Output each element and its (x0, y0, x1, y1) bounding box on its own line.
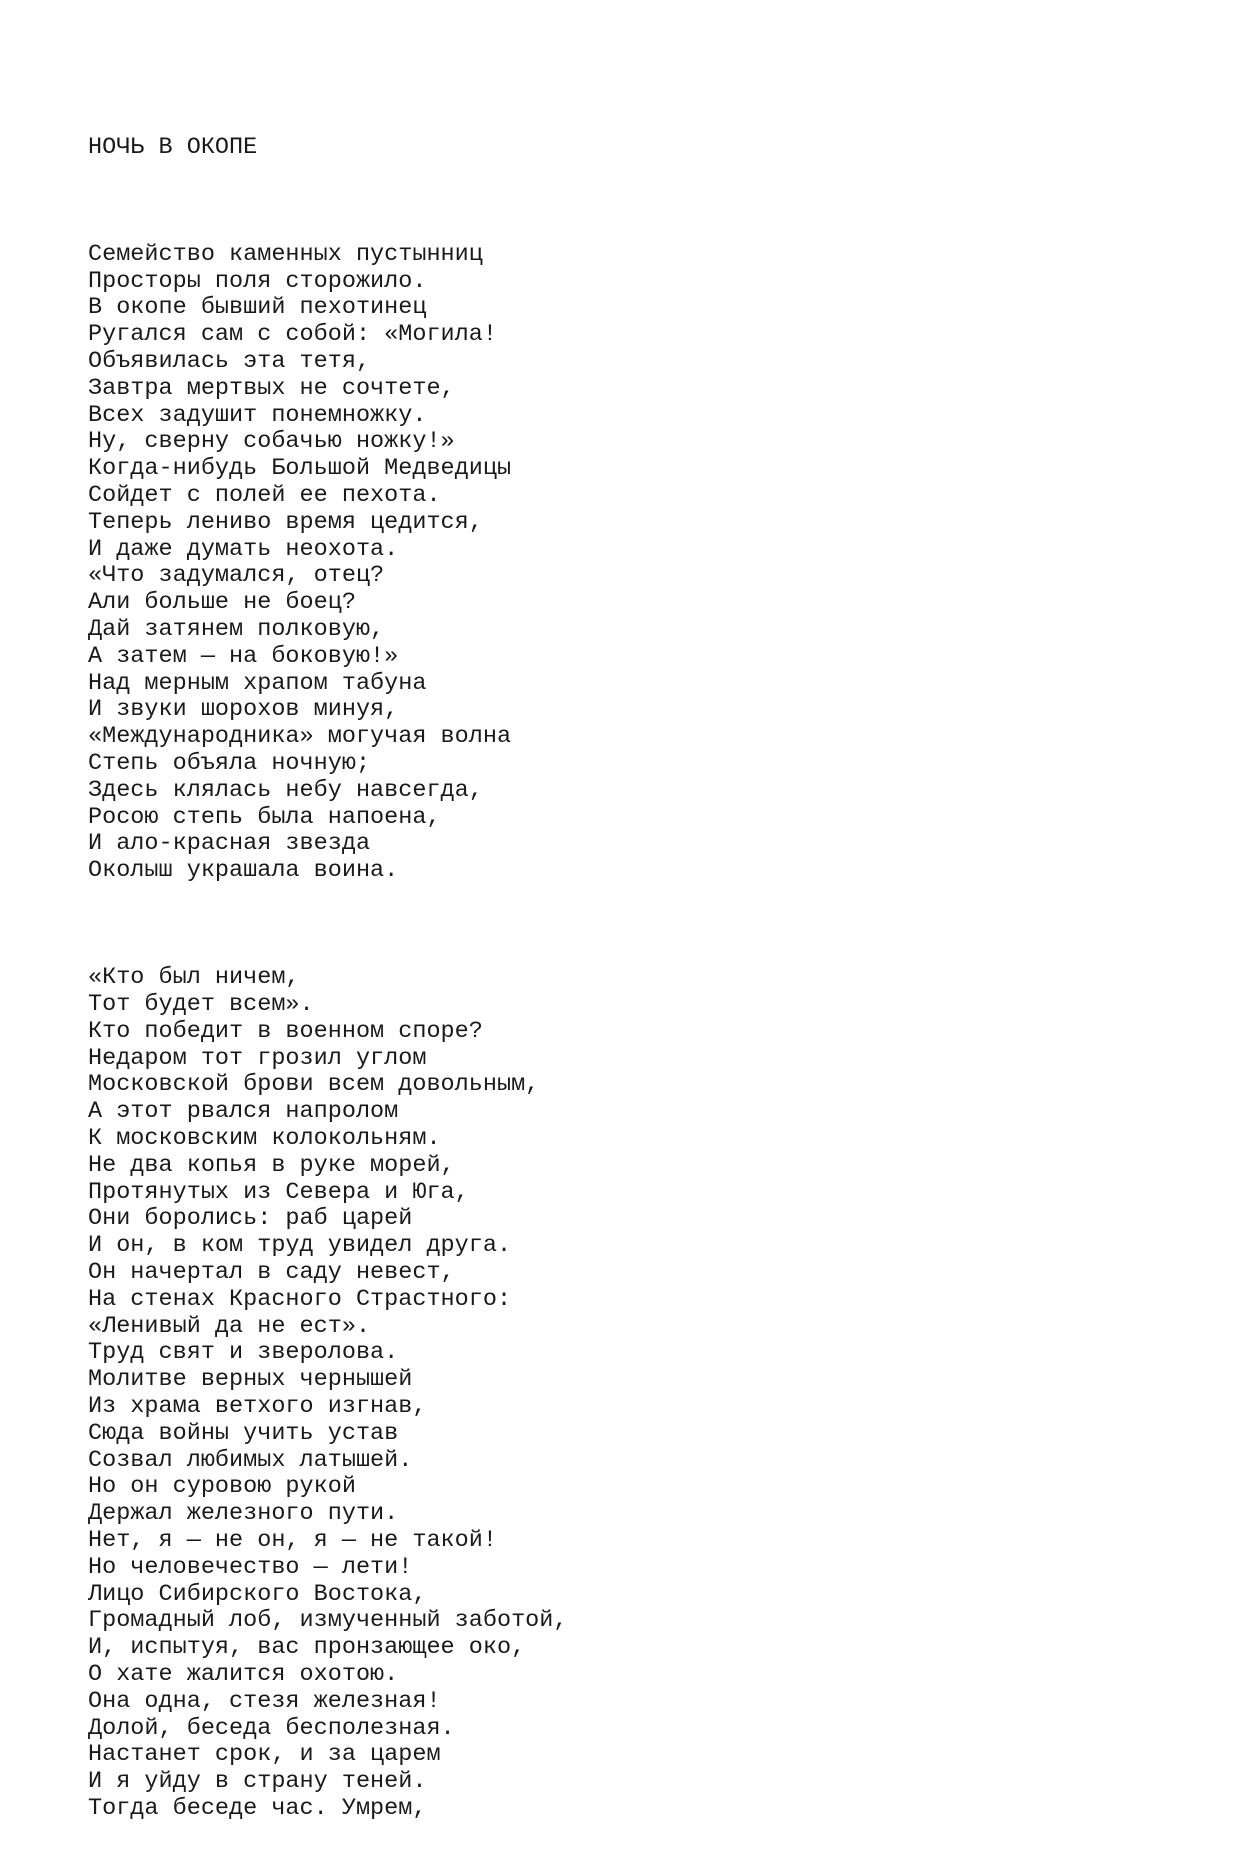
poem-line: И ало-красная звезда (88, 830, 371, 858)
poem-line: «Что задумался, отец? (88, 562, 385, 590)
poem-line: Долой, беседа бесполезная. (88, 1714, 455, 1742)
poem-line: Держал железного пути. (88, 1500, 399, 1528)
poem-line: Недаром тот грозил углом (88, 1044, 427, 1072)
poem-line: Сойдет с полей ее пехота. (88, 481, 441, 509)
poem-line: Из храма ветхого изгнав, (88, 1393, 427, 1421)
poem-line: Завтра мертвых не сочтете, (88, 374, 455, 402)
poem-line: А этот рвался напролом (88, 1098, 399, 1126)
poem-line: Сюда войны учить устав (88, 1419, 399, 1447)
poem-line: Они боролись: раб царей (88, 1205, 413, 1233)
poem-line: Росою степь была напоена, (88, 803, 441, 831)
poem-line: Здесь клялась небу навсегда, (88, 776, 483, 804)
poem-line: Молитве верных чернышей (88, 1366, 413, 1394)
poem-line: Громадный лоб, измученный заботой, (88, 1607, 568, 1635)
poem-title: НОЧЬ В ОКОПЕ (88, 133, 258, 161)
poem-line: Но он суровою рукой (88, 1473, 356, 1501)
poem-line: Тогда беседе час. Умрем, (88, 1795, 427, 1822)
poem-line: Над мерным храпом табуна (88, 669, 427, 697)
poem-line: Объявилась эта тетя, (88, 347, 371, 375)
poem-line: Тот будет всем». (88, 991, 314, 1019)
poem-line: Околыш украшала воина. (88, 857, 399, 885)
poem-line: На стенах Красного Страстного: (88, 1285, 512, 1313)
poem-line: Всех задушит понемножку. (88, 401, 427, 429)
poem-line: Ругался сам с собой: «Могила! (88, 321, 497, 349)
poem-line: Но человечество — лети! (88, 1553, 413, 1581)
poem-line: Семейство каменных пустынниц (88, 240, 483, 268)
poem-line: «Международника» могучая волна (88, 723, 512, 751)
poem-line: Лицо Сибирского Востока, (88, 1580, 427, 1608)
poem-body (88, 81, 1188, 1876)
stanza-2 (88, 965, 1188, 1823)
stanza-1 (88, 242, 1188, 885)
poem-line: Кто победит в военном споре? (88, 1017, 483, 1045)
poem-line: Дай затянем полковую, (88, 615, 385, 643)
poem-line: Нет, я — не он, я — не такой! (88, 1527, 497, 1555)
poem-line: И звуки шорохов минуя, (88, 696, 399, 724)
poem-line: «Ленивый да не ест». (88, 1312, 371, 1340)
poem-line: Созвал любимых латышей. (88, 1446, 413, 1474)
poem-line: И он, в ком труд увидел друга. (88, 1232, 512, 1260)
poem-line: «Кто был ничем, (88, 964, 300, 992)
poem-line: Не два копья в руке морей, (88, 1151, 455, 1179)
poem-line: А затем — на боковую!» (88, 642, 399, 670)
poem-line: Московской брови всем довольным, (88, 1071, 540, 1099)
poem-line: И, испытуя, вас пронзающее око, (88, 1634, 526, 1662)
poem-line: Настанет срок, и за царем (88, 1741, 441, 1769)
poem-line: Когда-нибудь Большой Медведицы (88, 455, 512, 483)
poem-line: В окопе бывший пехотинец (88, 294, 427, 322)
poem-line: Али больше не боец? (88, 589, 356, 617)
poem-line: Протянутых из Севера и Юга, (88, 1178, 469, 1206)
poem-line: И даже думать неохота. (88, 535, 399, 563)
poem-line: К московским колокольням. (88, 1125, 441, 1153)
poem-line: Теперь лениво время цедится, (88, 508, 483, 536)
poem-line: Степь объяла ночную; (88, 749, 371, 777)
poem-line: Просторы поля сторожило. (88, 267, 427, 295)
poem-line: И я уйду в страну теней. (88, 1768, 427, 1796)
poem-line: О хате жалится охотою. (88, 1661, 399, 1689)
poem-line: Труд свят и зверолова. (88, 1339, 399, 1367)
poem-line: Ну, сверну собачью ножку!» (88, 428, 455, 456)
poem-line: Она одна, стезя железная! (88, 1687, 441, 1715)
poem-line: Он начертал в саду невест, (88, 1259, 455, 1287)
